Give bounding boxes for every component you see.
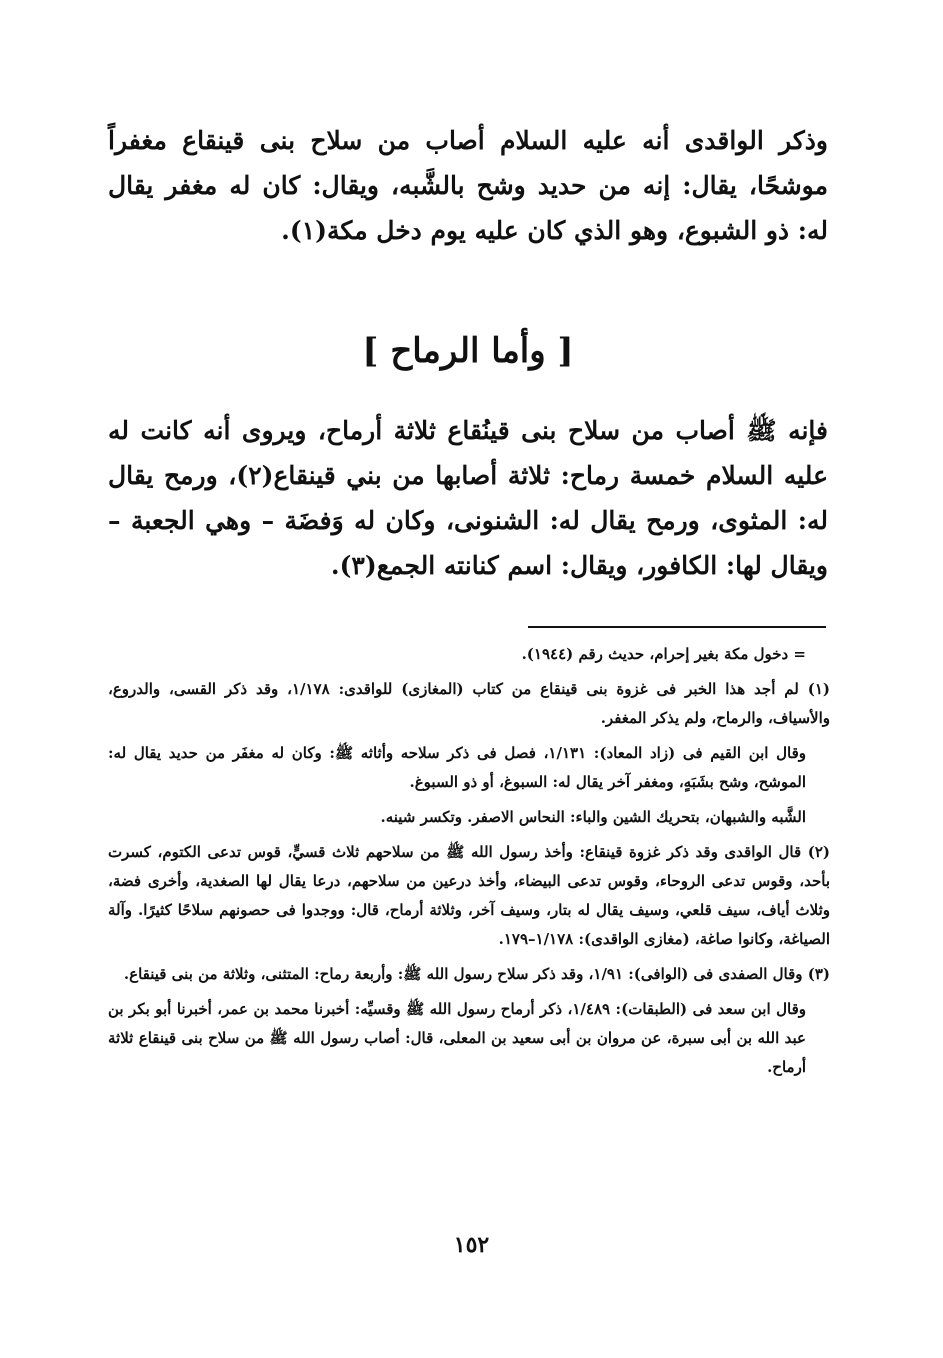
page-number: ١٥٢	[453, 1232, 490, 1258]
footnote-1: (١) لم أجد هذا الخبر فى غزوة بنى قينقاع من كتاب (المغازى) للواقدى: ١/١٧٨، وقد ذكر القسى، والدروع، والأسياف، والرماح، ولم يذكر المغفر.	[108, 680, 830, 727]
footnote-2: (٢) قال الواقدى وقد ذكر غزوة قينقاع: وأخذ رسول الله ﷺ من سلاحهم ثلاث قسيٍّ، قوس تدعى الكتوم، كسرت بأحد، وقوس تدعى الروحاء، وقوس تدعى البيضاء، وأخذ درعين من سلاحهم، درعا يقال لها الصغدية، وأخرى فضة، وثلاث أياف، سيف قلعي، وسيف يقال له بتار، وسيف آخر، وثلاثة أرماح، قال: ووجدوا فى حصونهم سلاحًا كثيرًا. وآلة الصياغة، وكانوا صاغة، (مغازى الواقدى): ١/١٧٨–١٧٩.	[108, 843, 830, 948]
footnote-separator	[528, 626, 826, 628]
paragraph-spears: فإنه ﷺ أصاب من سلاح بنى قينُقاع ثلاثة أرماح، ويروى أنه كانت له عليه السلام خمسة رماح: ثلاثة أصابها من بني قينقاع(٢)، ورمح يقال له: المثوى، ورمح يقال له: الشنونى، وكان له وَفضَة – وهي الجعبة – ويقال لها: الكافور، ويقال: اسم كنانته الجمع(٣).	[108, 416, 828, 580]
section-heading-spears: [ وأما الرماح ]	[362, 331, 574, 371]
footnote-3-ibn-saad: وقال ابن سعد فى (الطبقات): ١/٤٨٩، ذكر أرماح رسول الله ﷺ وقسيِّه: أخبرنا محمد بن عمر، أخبرنا أبو بكر بن عبد الله بن أبى سبرة، عن مروان بن أبى سعيد بن المعلى، قال: أصاب رسول الله ﷺ من سلاح بنى قينقاع ثلاثة أرماح.	[108, 1000, 806, 1076]
footnote-1-ibn-alqayyim: وقال ابن القيم فى (زاد المعاد): ١/١٣١، فصل فى ذكر سلاحه وأثاثه ﷺ: وكان له مغفَر من حديد يقال له: الموشح، وشح بشَبَهٍ، ومغفر آخر يقال له: السبوغ، أو ذو السبوغ.	[108, 744, 807, 791]
paragraph-helmet: وذكر الواقدى أنه عليه السلام أصاب من سلاح بنى قينقاع مغفراً موشحًا، يقال: إنه من حديد وشح بالشَّبه، ويقال: كان له مغفر يقال له: ذو الشبوع، وهو الذي كان عليه يوم دخل مكة(١).	[108, 126, 828, 245]
footnote-3: (٣) وقال الصفدى فى (الوافى): ١/٩١، وقد ذكر سلاح رسول الله ﷺ: وأربعة رماح: المتثنى، وثلاثة من بنى قينقاع.	[123, 965, 830, 983]
footnote-1-definition: الشَّبه والشبهان، بتحريك الشين والباء: النحاس الاصفر. وتكسر شينه.	[380, 808, 806, 826]
footnotes-section	[108, 640, 830, 1088]
footnote-continuation: = دخول مكة بغير إحرام، حديث رقم (١٩٤٤).	[521, 645, 806, 663]
